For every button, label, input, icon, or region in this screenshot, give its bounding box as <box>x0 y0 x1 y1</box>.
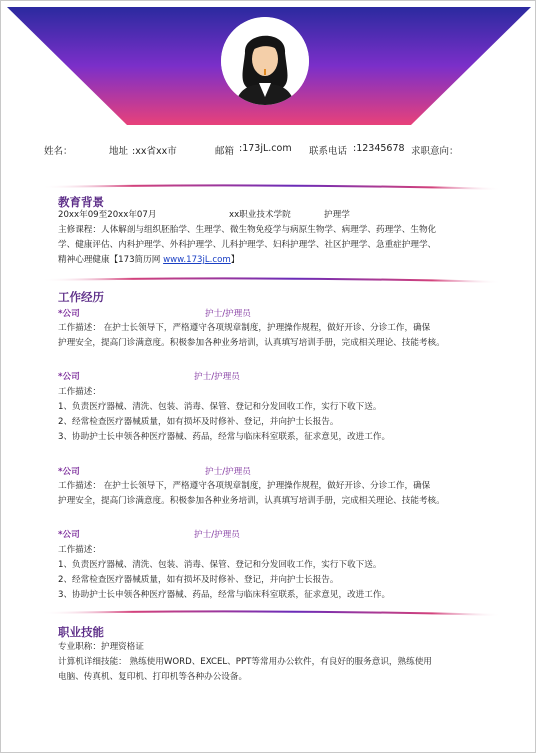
work-desc-line: 护理安全，提高门诊满意度。积极参加各种业务培训，认真填写培训手册，完成相关理论、技能考核。 <box>58 496 445 506</box>
work-company: *公司 <box>58 309 80 319</box>
work-position: 护士/护理员 <box>205 467 251 477</box>
work-title: 工作经历 <box>58 290 104 304</box>
education-period: 20xx年09至20xx年07月 <box>58 210 157 220</box>
work-desc-line: 2、经常检查医疗器械质量，如有损坏及时修补、登记，并向护士长报告。 <box>58 417 339 427</box>
education-courses-line: 学、健康评估、内科护理学、外科护理学、儿科护理学、妇科护理学、社区护理学、急重症护理学、 <box>58 240 437 250</box>
work-desc-line: 护理安全，提高门诊满意度。积极参加各种业务培训，认真填写培训手册，完成相关理论、技能考核。 <box>58 338 445 348</box>
education-courses-line <box>58 253 239 268</box>
education-courses-prefix: 精神心理健康【173简历网 <box>58 255 164 265</box>
skills-title: 职业技能 <box>58 625 104 639</box>
work-position: 护士/护理员 <box>194 372 240 382</box>
work-desc-line: 2、经常检查医疗器械质量，如有损坏及时修补、登记，并向护士长报告。 <box>58 575 339 585</box>
email-label: 邮箱 <box>215 146 235 157</box>
phone-value: :12345678 <box>353 143 405 154</box>
work-desc-line: 1、负责医疗器械、清洗、包装、消毒、保管、登记和分发回收工作，实行下收下送。 <box>58 402 382 412</box>
website-link[interactable]: www.173jL.com <box>163 255 231 265</box>
work-company: *公司 <box>58 467 80 477</box>
work-desc-line: 工作描述： <box>58 387 101 397</box>
address-value: :xx省xx市 <box>132 146 177 157</box>
work-position: 护士/护理员 <box>205 309 251 319</box>
work-entry-header <box>58 465 251 477</box>
work-desc-line: 3、协助护士长申领各种医疗器械、药品，经常与临床科室联系，征求意见，改进工作。 <box>58 432 391 442</box>
email-value: :173jL.com <box>239 143 292 154</box>
skills-line: 计算机详细技能： 熟练使用WORD、EXCEL、PPT等常用办公软件，有良好的服务意识，熟练使用 <box>58 657 432 667</box>
education-major: 护理学 <box>324 210 350 220</box>
work-entry-header <box>58 528 240 540</box>
work-desc-line: 工作描述： <box>58 545 101 555</box>
work-desc-line: 工作描述： 在护士长领导下，严格遵守各项规章制度，护理操作规程，做好开诊、分诊工作，确保 <box>58 323 431 333</box>
skills-line: 专业职称：护理资格证 <box>58 642 144 652</box>
education-period-row <box>58 208 350 223</box>
name-label: 姓名： <box>44 146 73 157</box>
education-school: xx职业技术学院 <box>229 210 291 220</box>
work-entry-header <box>58 307 251 319</box>
education-title: 教育背景 <box>58 195 104 209</box>
address-label: 地址 <box>109 146 129 157</box>
work-company: *公司 <box>58 530 80 540</box>
work-desc-line: 工作描述： 在护士长领导下，严格遵守各项规章制度，护理操作规程，做好开诊、分诊工作，确保 <box>58 481 431 491</box>
education-courses-line: 主修课程：人体解剖与组织胚胎学、生理学、微生物免疫学与病原生物学、病理学、药理学、生物化 <box>58 225 437 235</box>
work-company: *公司 <box>58 372 80 382</box>
work-entry-header <box>58 370 240 382</box>
phone-label: 联系电话 <box>309 146 348 157</box>
work-position: 护士/护理员 <box>194 530 240 540</box>
work-desc-line: 3、协助护士长申领各种医疗器械、药品，经常与临床科室联系，征求意见，改进工作。 <box>58 590 391 600</box>
skills-line: 电脑、传真机、复印机、打印机等各种办公设备。 <box>58 672 248 682</box>
education-courses-suffix: 】 <box>230 255 240 265</box>
work-desc-line: 1、负责医疗器械、清洗、包装、消毒、保管、登记和分发回收工作，实行下收下送。 <box>58 560 382 570</box>
job-intent-label: 求职意向： <box>411 146 459 157</box>
